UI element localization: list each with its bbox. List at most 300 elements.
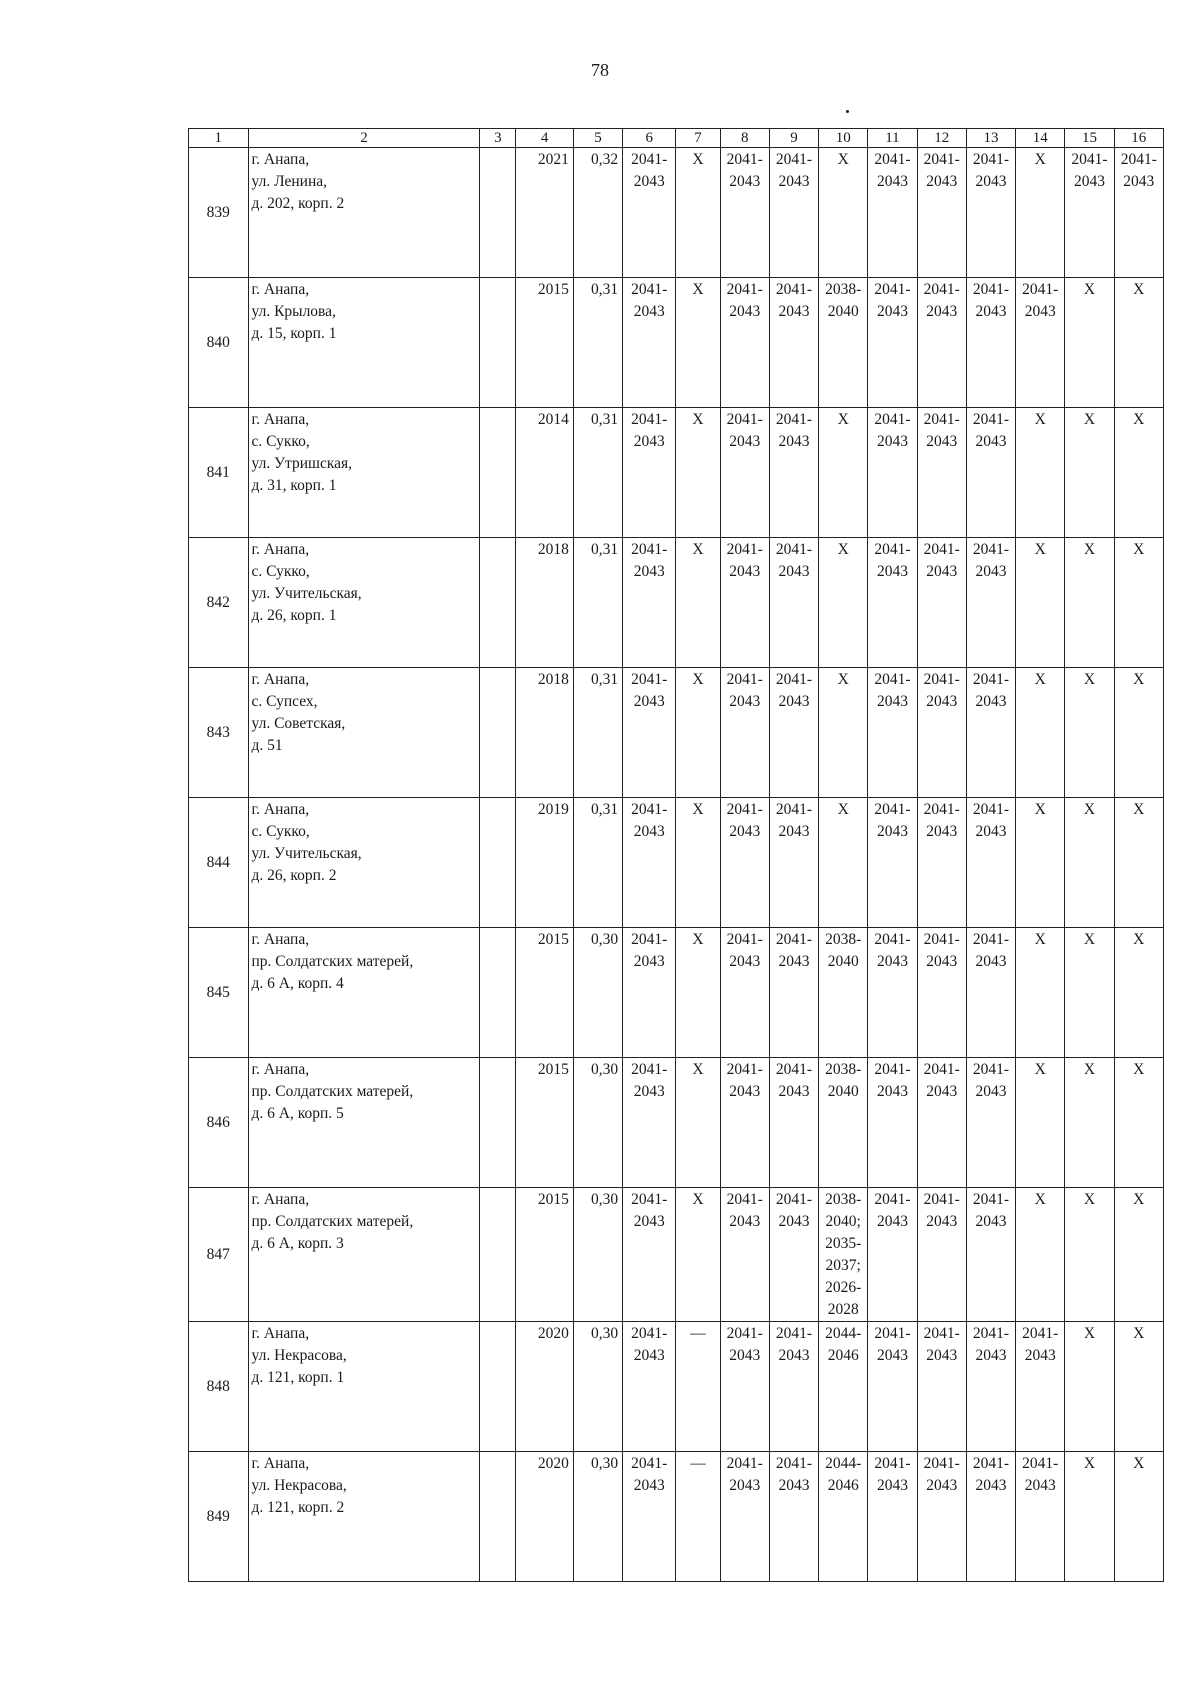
cell-line: 2041-: [631, 281, 668, 298]
cell-line: 2041-: [923, 1455, 960, 1472]
cell-line: 2041-: [775, 1191, 813, 1208]
cell-c8: [720, 1058, 769, 1188]
cell-line: 2043: [876, 1213, 908, 1230]
cell-line: 2043: [975, 1347, 1007, 1364]
cell-line: 2043: [926, 1347, 958, 1364]
address-line: д. 26, корп. 1: [251, 607, 337, 624]
cell-line: 2043: [729, 1083, 761, 1100]
address-line: д. 6 А, корп. 3: [251, 1235, 344, 1252]
cell-line: 2041-: [631, 151, 668, 168]
cell-line: 2043: [633, 953, 665, 970]
cell-line: 2043: [778, 823, 810, 840]
cell-c6: [623, 1322, 676, 1452]
table-row: [189, 408, 1164, 538]
cell-c15: X: [1065, 1322, 1114, 1452]
cell-line: 2043: [778, 693, 810, 710]
cell-line: 2041-: [874, 931, 911, 948]
cell-line: 2041-: [972, 801, 1010, 818]
cell-line: 2043: [975, 563, 1007, 580]
column-header-3: 3: [480, 129, 516, 148]
cell-c12: [917, 1188, 966, 1322]
address-line: д. 31, корп. 1: [251, 477, 337, 494]
cell-line: 2043: [926, 1083, 958, 1100]
cell-line: 2041-: [775, 151, 813, 168]
cell-line: 2041-: [631, 1325, 668, 1342]
cell-c14: X: [1016, 668, 1065, 798]
cell-line: 2041-: [775, 671, 813, 688]
address-line: ул. Ленина,: [251, 173, 327, 190]
cell-c11: [868, 668, 917, 798]
cell-c8: [720, 278, 769, 408]
cell-c4: 2015: [516, 928, 573, 1058]
cell-c7: —: [676, 1322, 720, 1452]
cell-line: 2041-: [972, 1325, 1010, 1342]
cell-c7: X: [676, 148, 720, 278]
address-line: с. Супсех,: [251, 693, 318, 710]
cell-c10: [819, 1058, 868, 1188]
address-cell: [248, 408, 480, 538]
address-line: ул. Утришская,: [251, 455, 353, 472]
cell-c7: X: [676, 278, 720, 408]
cell-line: 2043: [975, 823, 1007, 840]
address-line: д. 51: [251, 737, 283, 754]
row-number-cell: 840: [189, 278, 249, 408]
cell-line: 2043: [975, 693, 1007, 710]
cell-line: 2041-: [631, 1455, 668, 1472]
address-cell: [248, 798, 480, 928]
cell-line: 2041-: [726, 281, 763, 298]
cell-line: 2043: [633, 303, 665, 320]
table-row: [189, 148, 1164, 278]
cell-line: 2043: [926, 693, 958, 710]
cell-c7: X: [676, 798, 720, 928]
cell-c9: [769, 538, 818, 668]
cell-c10: [819, 1452, 868, 1582]
cell-c13: [966, 1452, 1015, 1582]
cell-line: 2043: [876, 433, 908, 450]
cell-c16: X: [1114, 1452, 1163, 1582]
column-header-13: 13: [966, 129, 1015, 148]
cell-line: 2043: [778, 1213, 810, 1230]
cell-line: 2043: [1073, 173, 1105, 190]
cell-c15: X: [1065, 1188, 1114, 1322]
cell-c9: [769, 798, 818, 928]
cell-line: 2043: [778, 1083, 810, 1100]
cell-c3: [480, 928, 516, 1058]
cell-c4: 2015: [516, 1058, 573, 1188]
address-line: г. Анапа,: [251, 1061, 310, 1078]
cell-c12: [917, 798, 966, 928]
cell-line: 2028: [827, 1301, 859, 1318]
cell-c16: X: [1114, 278, 1163, 408]
cell-line: 2038-: [825, 1061, 862, 1078]
cell-line: 2043: [729, 433, 761, 450]
address-line: с. Сукко,: [251, 823, 310, 840]
cell-c6: [623, 668, 676, 798]
cell-c16: X: [1114, 928, 1163, 1058]
cell-line: 2043: [729, 953, 761, 970]
cell-c9: [769, 1188, 818, 1322]
cell-c12: [917, 668, 966, 798]
cell-line: 2041-: [874, 671, 911, 688]
cell-line: 2043: [926, 1213, 958, 1230]
cell-c10: [819, 928, 868, 1058]
cell-line: 2043: [729, 303, 761, 320]
column-header-10: 10: [819, 129, 868, 148]
cell-line: 2041-: [1120, 151, 1157, 168]
column-header-9: 9: [769, 129, 818, 148]
cell-c14: X: [1016, 1188, 1065, 1322]
cell-line: 2041-: [631, 541, 668, 558]
cell-line: 2043: [975, 953, 1007, 970]
table-row: [189, 798, 1164, 928]
cell-c7: X: [676, 668, 720, 798]
cell-c15: X: [1065, 798, 1114, 928]
cell-c16: X: [1114, 668, 1163, 798]
cell-line: 2043: [876, 303, 908, 320]
column-header-12: 12: [917, 129, 966, 148]
cell-line: 2041-: [775, 801, 813, 818]
cell-line: 2041-: [1022, 1325, 1059, 1342]
row-number-cell: 839: [189, 148, 249, 278]
cell-c8: [720, 798, 769, 928]
cell-c12: [917, 408, 966, 538]
header-row: [189, 129, 1164, 148]
cell-c8: [720, 1322, 769, 1452]
cell-c5: 0,31: [573, 278, 622, 408]
cell-line: 2043: [633, 693, 665, 710]
address-line: г. Анапа,: [251, 801, 310, 818]
cell-c10: [819, 278, 868, 408]
cell-c13: [966, 148, 1015, 278]
cell-c8: [720, 1188, 769, 1322]
cell-c11: [868, 1188, 917, 1322]
cell-line: 2043: [975, 1083, 1007, 1100]
cell-c5: 0,31: [573, 408, 622, 538]
cell-line: 2043: [926, 303, 958, 320]
cell-line: 2043: [926, 823, 958, 840]
cell-c15: X: [1065, 278, 1114, 408]
cell-c3: [480, 1058, 516, 1188]
cell-line: 2041-: [726, 931, 763, 948]
cell-line: 2046: [827, 1347, 859, 1364]
cell-line: 2041-: [972, 151, 1010, 168]
cell-c4: 2020: [516, 1452, 573, 1582]
cell-c14: [1016, 1452, 1065, 1582]
cell-c15: [1065, 148, 1114, 278]
cell-line: 2041-: [726, 1455, 763, 1472]
cell-c5: 0,31: [573, 538, 622, 668]
address-line: ул. Учительская,: [251, 585, 362, 602]
cell-c6: [623, 928, 676, 1058]
cell-line: 2041-: [923, 801, 960, 818]
cell-line: 2043: [926, 433, 958, 450]
cell-line: 2043: [975, 173, 1007, 190]
cell-c14: X: [1016, 798, 1065, 928]
cell-c3: [480, 1188, 516, 1322]
cell-c12: [917, 538, 966, 668]
cell-line: 2041-: [726, 671, 763, 688]
cell-line: 2043: [876, 563, 908, 580]
cell-line: 2043: [778, 433, 810, 450]
row-number-cell: 847: [189, 1188, 249, 1322]
cell-c13: [966, 798, 1015, 928]
cell-line: 2043: [633, 1083, 665, 1100]
cell-line: 2026-: [825, 1279, 862, 1296]
cell-line: 2041-: [972, 1455, 1010, 1472]
cell-line: 2043: [778, 173, 810, 190]
cell-line: 2043: [876, 693, 908, 710]
cell-c12: [917, 928, 966, 1058]
cell-line: 2043: [975, 303, 1007, 320]
cell-line: 2043: [876, 823, 908, 840]
cell-line: 2038-: [825, 281, 862, 298]
cell-c10: X: [819, 668, 868, 798]
cell-line: 2040;: [825, 1213, 861, 1230]
cell-c15: X: [1065, 538, 1114, 668]
table-row: [189, 1322, 1164, 1452]
cell-line: 2043: [633, 433, 665, 450]
cell-line: 2041-: [923, 1325, 960, 1342]
cell-line: 2043: [975, 1213, 1007, 1230]
cell-c4: 2021: [516, 148, 573, 278]
cell-c9: [769, 148, 818, 278]
cell-c16: X: [1114, 1188, 1163, 1322]
cell-line: 2043: [729, 1477, 761, 1494]
cell-line: 2043: [926, 953, 958, 970]
cell-c15: X: [1065, 928, 1114, 1058]
cell-c3: [480, 1452, 516, 1582]
cell-c5: 0,31: [573, 668, 622, 798]
cell-line: 2043: [729, 823, 761, 840]
address-line: г. Анапа,: [251, 671, 310, 688]
cell-line: 2041-: [874, 1061, 911, 1078]
column-header-5: 5: [573, 129, 622, 148]
cell-line: 2041-: [775, 1061, 813, 1078]
cell-c14: X: [1016, 538, 1065, 668]
cell-c10: X: [819, 148, 868, 278]
scan-speck: [846, 110, 849, 113]
cell-c3: [480, 408, 516, 538]
cell-c6: [623, 278, 676, 408]
cell-line: 2043: [876, 1083, 908, 1100]
cell-c3: [480, 668, 516, 798]
address-line: г. Анапа,: [251, 541, 310, 558]
cell-line: 2041-: [726, 1325, 763, 1342]
cell-line: 2041-: [631, 1191, 668, 1208]
column-header-16: 16: [1114, 129, 1163, 148]
cell-c5: 0,32: [573, 148, 622, 278]
cell-c16: [1114, 148, 1163, 278]
cell-c15: X: [1065, 408, 1114, 538]
column-header-8: 8: [720, 129, 769, 148]
cell-line: 2043: [633, 823, 665, 840]
cell-c10: [819, 1322, 868, 1452]
cell-c6: [623, 408, 676, 538]
address-cell: [248, 928, 480, 1058]
address-cell: [248, 278, 480, 408]
cell-line: 2041-: [874, 411, 911, 428]
cell-line: 2043: [633, 563, 665, 580]
cell-c15: X: [1065, 1058, 1114, 1188]
cell-c11: [868, 408, 917, 538]
cell-c3: [480, 1322, 516, 1452]
cell-line: 2043: [876, 173, 908, 190]
address-line: г. Анапа,: [251, 411, 310, 428]
cell-line: 2043: [1024, 1477, 1056, 1494]
cell-c9: [769, 1322, 818, 1452]
cell-line: 2041-: [972, 1061, 1010, 1078]
cell-line: 2041-: [923, 1191, 960, 1208]
cell-line: 2038-: [825, 931, 862, 948]
cell-c13: [966, 278, 1015, 408]
cell-c16: X: [1114, 798, 1163, 928]
cell-line: 2043: [729, 563, 761, 580]
cell-c5: 0,30: [573, 928, 622, 1058]
cell-c4: 2018: [516, 668, 573, 798]
cell-c10: [819, 1188, 868, 1322]
table-row: [189, 538, 1164, 668]
cell-line: 2044-: [825, 1455, 862, 1472]
cell-line: 2043: [1024, 1347, 1056, 1364]
cell-line: 2041-: [631, 1061, 668, 1078]
cell-c12: [917, 1322, 966, 1452]
cell-line: 2041-: [631, 411, 668, 428]
cell-line: 2043: [778, 953, 810, 970]
table-row: [189, 1188, 1164, 1322]
cell-line: 2041-: [972, 541, 1010, 558]
row-number-cell: 846: [189, 1058, 249, 1188]
cell-c6: [623, 1452, 676, 1582]
cell-c9: [769, 1058, 818, 1188]
cell-line: 2043: [975, 433, 1007, 450]
cell-line: 2043: [633, 1347, 665, 1364]
address-line: с. Сукко,: [251, 563, 310, 580]
cell-c8: [720, 538, 769, 668]
address-line: д. 15, корп. 1: [251, 325, 337, 342]
cell-line: 2041-: [631, 671, 668, 688]
address-line: д. 6 А, корп. 5: [251, 1105, 344, 1122]
cell-c7: X: [676, 928, 720, 1058]
cell-line: 2043: [926, 173, 958, 190]
cell-c8: [720, 148, 769, 278]
address-line: ул. Крылова,: [251, 303, 336, 320]
cell-line: 2041-: [874, 1191, 911, 1208]
cell-line: 2043: [778, 303, 810, 320]
address-line: д. 121, корп. 2: [251, 1499, 345, 1516]
cell-line: 2041-: [874, 1325, 911, 1342]
cell-c12: [917, 1058, 966, 1188]
cell-c8: [720, 928, 769, 1058]
column-header-7: 7: [676, 129, 720, 148]
cell-c7: X: [676, 1058, 720, 1188]
cell-c16: X: [1114, 408, 1163, 538]
cell-line: 2041-: [726, 1061, 763, 1078]
cell-c7: X: [676, 408, 720, 538]
cell-c5: 0,30: [573, 1322, 622, 1452]
cell-c16: X: [1114, 1058, 1163, 1188]
cell-line: 2043: [778, 563, 810, 580]
address-cell: [248, 538, 480, 668]
cell-line: 2041-: [874, 151, 911, 168]
cell-line: 2041-: [631, 931, 668, 948]
row-number-cell: 841: [189, 408, 249, 538]
cell-line: 2043: [633, 1477, 665, 1494]
cell-line: 2041-: [775, 541, 813, 558]
cell-c12: [917, 1452, 966, 1582]
cell-c13: [966, 668, 1015, 798]
table-row: [189, 1058, 1164, 1188]
address-cell: [248, 148, 480, 278]
cell-line: 2041-: [874, 801, 911, 818]
cell-line: 2041-: [874, 1455, 911, 1472]
cell-line: 2040: [827, 953, 859, 970]
cell-line: 2043: [876, 1477, 908, 1494]
cell-c11: [868, 148, 917, 278]
cell-line: 2043: [778, 1477, 810, 1494]
cell-c3: [480, 148, 516, 278]
cell-line: 2041-: [972, 281, 1010, 298]
cell-c11: [868, 1058, 917, 1188]
cell-c11: [868, 928, 917, 1058]
cell-c13: [966, 408, 1015, 538]
address-cell: [248, 1322, 480, 1452]
table-row: [189, 1452, 1164, 1582]
cell-line: 2046: [827, 1477, 859, 1494]
cell-line: 2041-: [726, 801, 763, 818]
address-line: с. Сукко,: [251, 433, 310, 450]
cell-line: 2041-: [972, 411, 1010, 428]
cell-line: 2043: [975, 1477, 1007, 1494]
cell-line: 2041-: [775, 1325, 813, 1342]
cell-c14: X: [1016, 148, 1065, 278]
cell-line: 2040: [827, 1083, 859, 1100]
cell-line: 2040: [827, 303, 859, 320]
cell-c7: X: [676, 538, 720, 668]
cell-c16: X: [1114, 538, 1163, 668]
cell-line: 2041-: [923, 931, 960, 948]
cell-c4: 2018: [516, 538, 573, 668]
address-cell: [248, 1188, 480, 1322]
cell-line: 2043: [876, 953, 908, 970]
cell-c9: [769, 668, 818, 798]
cell-line: 2041-: [923, 541, 960, 558]
column-header-14: 14: [1016, 129, 1065, 148]
cell-c13: [966, 1322, 1015, 1452]
cell-c5: 0,31: [573, 798, 622, 928]
cell-c9: [769, 928, 818, 1058]
address-line: ул. Учительская,: [251, 845, 362, 862]
cell-c11: [868, 1322, 917, 1452]
address-line: ул. Некрасова,: [251, 1477, 347, 1494]
cell-line: 2041-: [726, 411, 763, 428]
table-row: [189, 278, 1164, 408]
cell-c3: [480, 278, 516, 408]
cell-c14: X: [1016, 408, 1065, 538]
cell-line: 2043: [1123, 173, 1155, 190]
cell-line: 2043: [1024, 303, 1056, 320]
cell-line: 2041-: [726, 151, 763, 168]
cell-c14: X: [1016, 1058, 1065, 1188]
column-header-4: 4: [516, 129, 573, 148]
row-number-cell: 844: [189, 798, 249, 928]
cell-c11: [868, 538, 917, 668]
cell-c10: X: [819, 538, 868, 668]
cell-line: 2041-: [923, 1061, 960, 1078]
cell-line: 2041-: [972, 1191, 1010, 1208]
cell-line: 2041-: [972, 931, 1010, 948]
cell-c13: [966, 1058, 1015, 1188]
